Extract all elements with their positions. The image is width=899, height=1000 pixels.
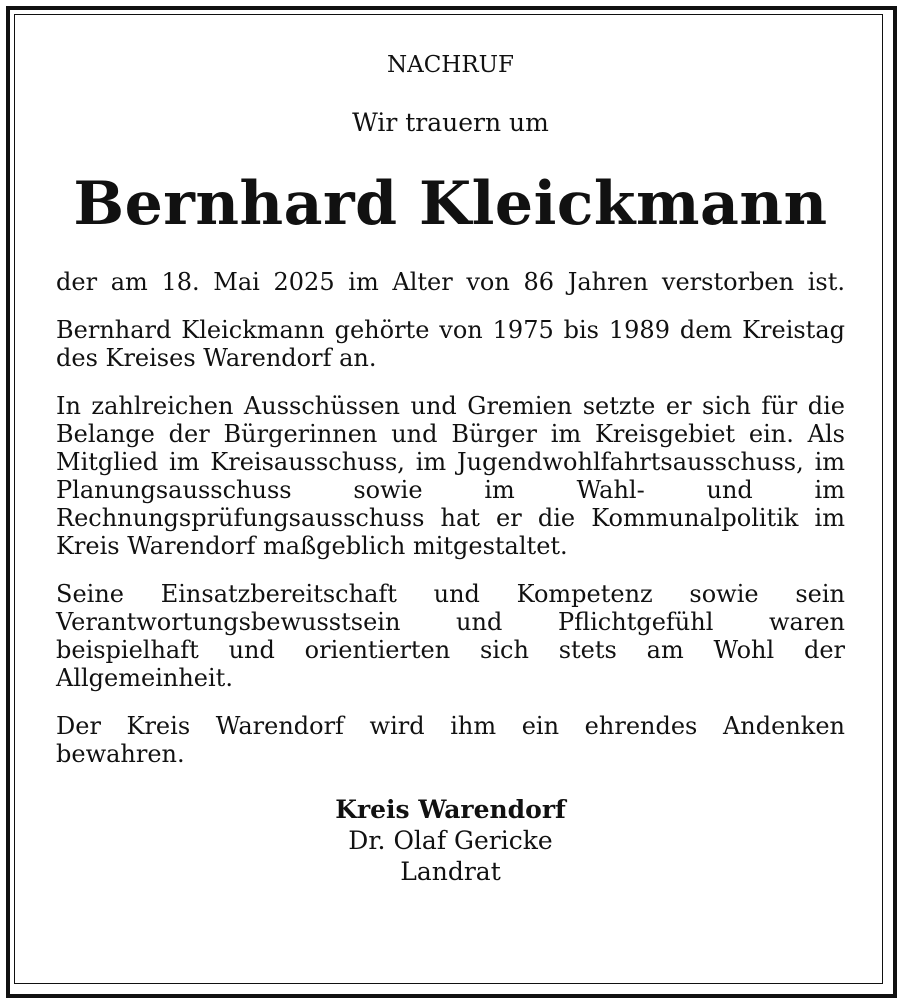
signature-person: Dr. Olaf Gericke — [348, 826, 553, 855]
deceased-name: Bernhard Kleickmann — [73, 169, 828, 239]
obituary — [56, 50, 845, 887]
committees-paragraph: In zahlreichen Ausschüssen und Gremien setzte er sich für die Belange der Bürgerinnen und Bürger im Kreisgebiet ein. Als Mitglied im Kreisausschuss, im Jugendwohlfahrtsausschuss, im Planungsausschuss sowie im Wahl- und im Rechnungsprüfungsausschuss hat er die Kommunalpolitik im Kreis Warendorf maßgeblich mitgestaltet. — [56, 392, 845, 560]
signature-organization: Kreis Warendorf — [335, 795, 566, 824]
signature-block — [56, 794, 845, 887]
tribute-paragraph: Seine Einsatzbereitschaft und Kompetenz sowie sein Verantwortungsbewusstsein und Pflichtgefühl waren beispielhaft und orientierten sich stets am Wohl der Allgemeinheit. — [56, 580, 845, 692]
death-statement: der am 18. Mai 2025 im Alter von 86 Jahren verstorben ist. — [56, 268, 845, 296]
notice-label: NACHRUF — [386, 52, 515, 78]
career-paragraph: Bernhard Kleickmann gehörte von 1975 bis 1989 dem Kreistag des Kreises Warendorf an. — [56, 316, 845, 372]
signature-title: Landrat — [400, 857, 501, 886]
intro-line: Wir trauern um — [352, 108, 549, 137]
closing-paragraph: Der Kreis Warendorf wird ihm ein ehrendes Andenken bewahren. — [56, 712, 845, 768]
